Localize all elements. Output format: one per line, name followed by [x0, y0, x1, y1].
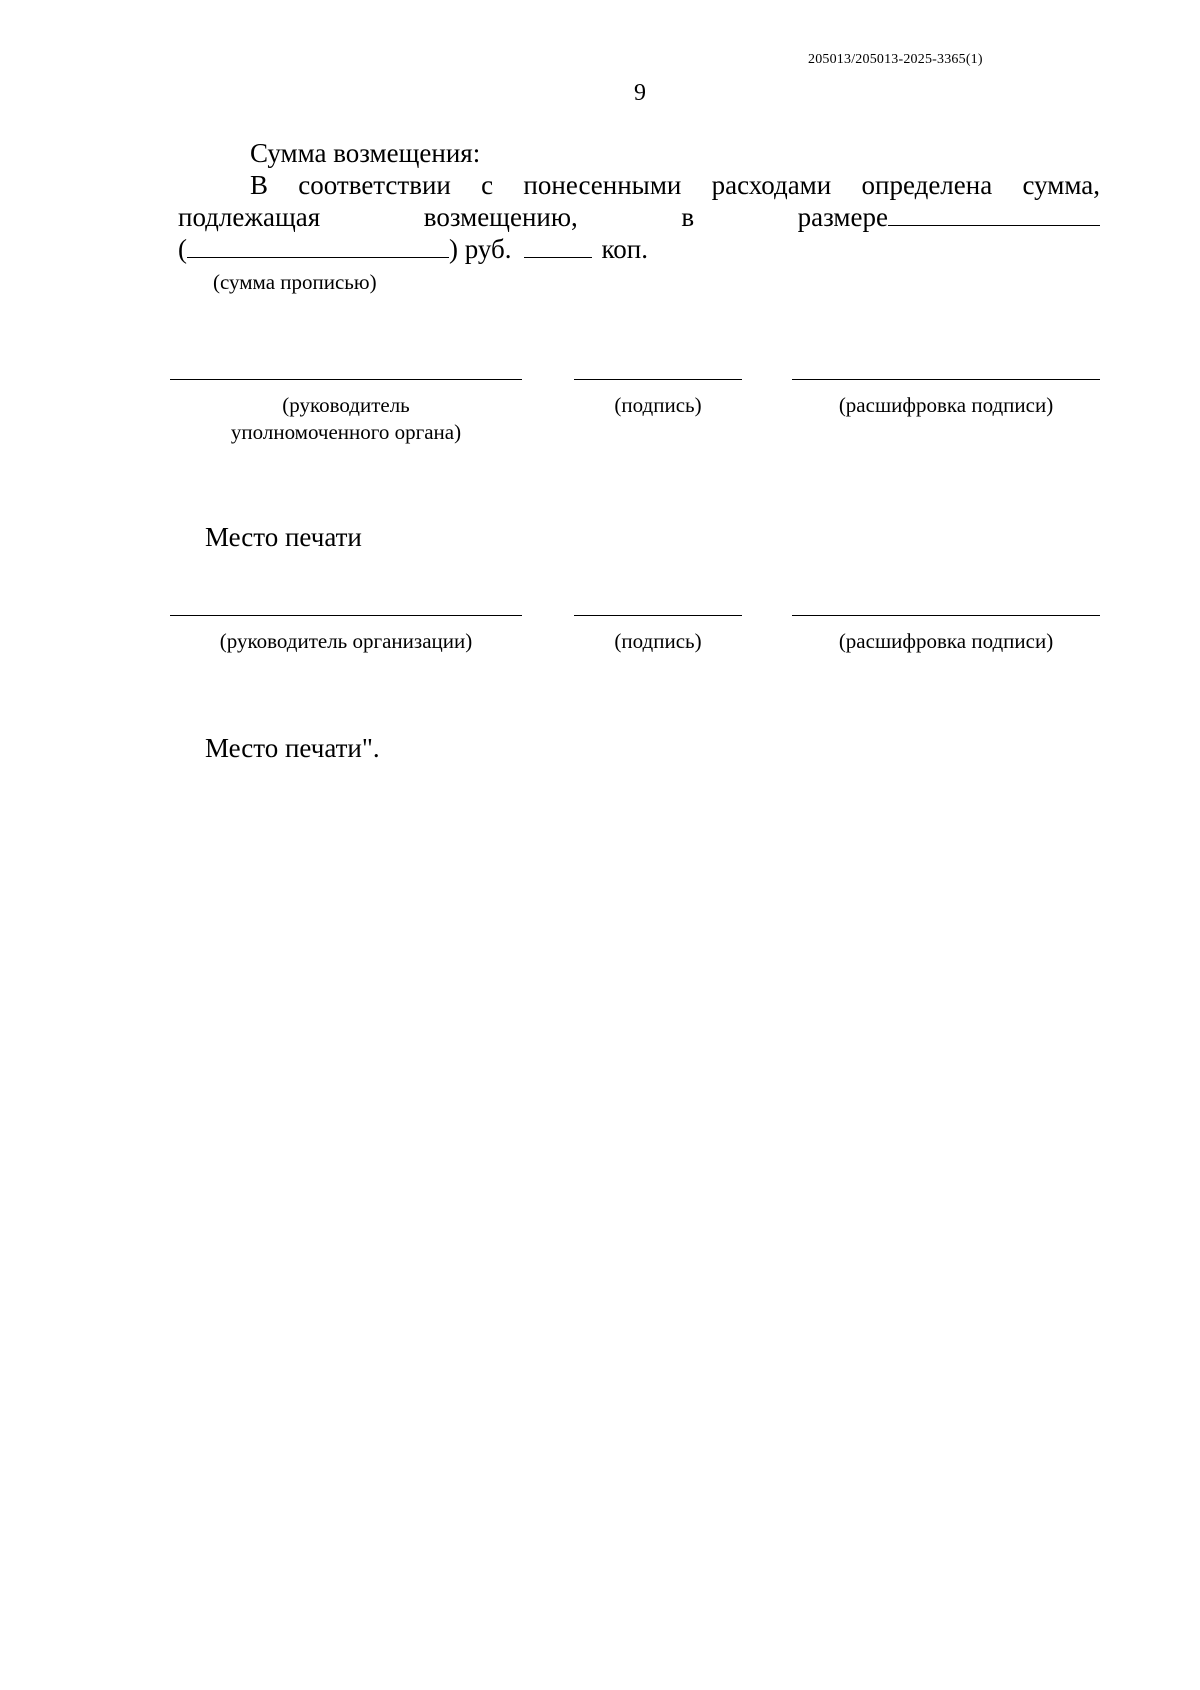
stamp-place-1: Место печати	[205, 522, 362, 552]
word-podlezhashchaya: подлежащая	[178, 202, 321, 232]
kop-label: коп.	[601, 234, 648, 264]
signature-line-2[interactable]	[574, 615, 742, 616]
word-v: в	[681, 202, 695, 232]
open-paren: (	[178, 234, 187, 264]
position-caption-1-line-1: (руководитель	[282, 393, 410, 417]
kop-blank[interactable]	[524, 235, 592, 258]
position-line-1[interactable]	[170, 379, 522, 380]
paragraph-line-2	[178, 202, 1100, 233]
amount-in-words-caption: (сумма прописью)	[213, 270, 377, 294]
position-caption-1-line-2: уполномоченного органа)	[230, 420, 462, 444]
position-caption-1	[170, 392, 522, 446]
amount-in-words-blank[interactable]	[187, 235, 449, 258]
stamp-place-2: Место печати".	[205, 733, 380, 763]
section-heading: Сумма возмещения:	[250, 138, 481, 168]
word-vozmeshcheniyu: возмещению,	[423, 202, 578, 232]
rub-label: ) руб.	[449, 234, 512, 264]
decode-line-1[interactable]	[792, 379, 1100, 380]
word-razmere: размере	[797, 202, 888, 232]
decode-caption-2: (расшифровка подписи)	[838, 629, 1054, 653]
decode-line-2[interactable]	[792, 615, 1100, 616]
page-number: 9	[634, 80, 646, 106]
paragraph-line-3	[178, 234, 648, 265]
amount-digits-blank[interactable]	[888, 205, 1100, 226]
document-id: 205013/205013-2025-3365(1)	[808, 52, 983, 67]
paragraph-line-1: В соответствии с понесенными расходами определена сумма,	[250, 170, 1100, 200]
signature-caption-1: (подпись)	[614, 393, 702, 417]
decode-caption-1: (расшифровка подписи)	[838, 393, 1054, 417]
signature-caption-2: (подпись)	[614, 629, 702, 653]
signature-line-1[interactable]	[574, 379, 742, 380]
position-caption-2: (руководитель организации)	[219, 629, 473, 653]
position-line-2[interactable]	[170, 615, 522, 616]
amount-group	[798, 202, 1100, 233]
